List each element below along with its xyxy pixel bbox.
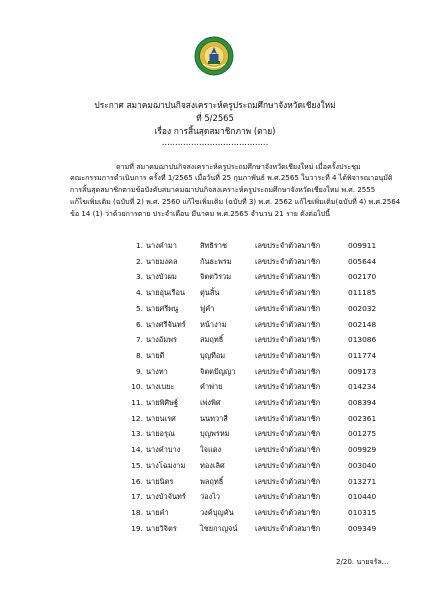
member-surname: พลฤทธิ์ bbox=[200, 476, 224, 486]
member-row bbox=[0, 335, 423, 350]
member-surname: บุญพรหม bbox=[200, 429, 230, 439]
member-row bbox=[0, 367, 423, 382]
member-name: นางโฉมงาม bbox=[146, 460, 186, 470]
member-id-label: เลขประจำตัวสมาชิก bbox=[255, 319, 321, 329]
member-name: นายศรีพนู bbox=[146, 303, 179, 313]
member-id-label: เลขประจำตัวสมาชิก bbox=[255, 350, 321, 360]
member-number: 11. bbox=[131, 398, 143, 407]
member-number: 8. bbox=[135, 350, 143, 360]
member-name: นายวิจิตร bbox=[146, 523, 177, 533]
body-paragraph-line: คณะกรรมการดำเนินการ ครั้งที่ 1/2565 เมื่อวันที่ 25 กุมภาพันธ์ พ.ศ.2565 ในวาระที่ 4 ได้พิจารณาอนุมัติ bbox=[70, 173, 393, 182]
member-row bbox=[0, 257, 423, 272]
member-surname: คำพ่าย bbox=[200, 382, 223, 392]
member-number: 4. bbox=[135, 288, 143, 298]
member-id: 011774 bbox=[348, 350, 377, 360]
announcement-number: ที่ 5/2565 bbox=[196, 113, 234, 123]
member-name: นายพิศิษฐ์ bbox=[146, 398, 179, 407]
member-id-label: เลขประจำตัวสมาชิก bbox=[255, 272, 321, 282]
member-name: นางบัวจันทร์ bbox=[146, 492, 186, 502]
association-seal-icon bbox=[194, 36, 234, 76]
member-surname: ใจแดง bbox=[200, 445, 222, 455]
member-id: 009911 bbox=[348, 241, 377, 250]
member-number: 1. bbox=[135, 241, 143, 250]
member-name: นางคำมา bbox=[146, 241, 177, 250]
member-surname: ฟูคำ bbox=[200, 303, 215, 313]
member-id: 009173 bbox=[348, 366, 377, 376]
member-id: 013271 bbox=[348, 476, 377, 486]
member-surname: จิตตปัญญา bbox=[200, 366, 236, 376]
member-id: 005644 bbox=[348, 256, 377, 266]
member-id-label: เลขประจำตัวสมาชิก bbox=[255, 288, 321, 298]
member-row bbox=[0, 414, 423, 429]
member-surname: ไชยกาญจน์ bbox=[200, 523, 238, 533]
member-number: 13. bbox=[131, 429, 143, 439]
member-id: 001275 bbox=[348, 429, 377, 439]
member-id: 002032 bbox=[348, 303, 377, 313]
member-id-label: เลขประจำตัวสมาชิก bbox=[255, 476, 321, 486]
member-number: 15. bbox=[131, 460, 143, 470]
member-number: 6. bbox=[135, 319, 143, 329]
member-name: นายดี bbox=[146, 350, 165, 360]
continuation-note: 2/20. นายจรัล... bbox=[336, 557, 389, 566]
member-surname: หน้างาม bbox=[200, 319, 227, 329]
member-number: 2. bbox=[135, 256, 143, 266]
member-row bbox=[0, 351, 423, 366]
member-number: 10. bbox=[131, 382, 143, 392]
member-row bbox=[0, 241, 423, 256]
member-name: นายอรุณ bbox=[146, 429, 175, 439]
member-surname: บุญทีอม bbox=[200, 350, 226, 360]
member-row bbox=[0, 508, 423, 523]
member-id: 003040 bbox=[348, 460, 377, 470]
member-name: นางบัวผม bbox=[146, 272, 177, 282]
body-paragraph-line: การสิ้นสุดสมาชิกตามข้อบังคับสมาคมฌาปนกิจสงเคราะห์ครูประถมศึกษาจังหวัดเชียงใหม่ พ.ศ. 2555 bbox=[70, 185, 376, 194]
member-id-label: เลขประจำตัวสมาชิก bbox=[255, 398, 321, 407]
member-id-label: เลขประจำตัวสมาชิก bbox=[255, 335, 321, 345]
member-id-label: เลขประจำตัวสมาชิก bbox=[255, 382, 321, 392]
dotted-separator: ........................................ bbox=[161, 137, 269, 147]
member-id: 002361 bbox=[348, 413, 377, 423]
member-number: 5. bbox=[135, 303, 143, 313]
body-paragraph-line: ข้อ 14 (1) ว่าด้วยการตาย ประจำเดือน มีนาคม พ.ศ.2565 จำนวน 21 ราย ดังต่อไปนี้ bbox=[70, 209, 331, 218]
member-row bbox=[0, 461, 423, 476]
member-row bbox=[0, 288, 423, 303]
member-id-label: เลขประจำตัวสมาชิก bbox=[255, 366, 321, 376]
member-number: 3. bbox=[135, 272, 143, 282]
member-id-label: เลขประจำตัวสมาชิก bbox=[255, 241, 321, 250]
member-surname: ตุ่นสิ้น bbox=[200, 288, 220, 298]
member-id: 009929 bbox=[348, 445, 377, 455]
member-id: 014234 bbox=[348, 382, 377, 392]
member-id-label: เลขประจำตัวสมาชิก bbox=[255, 492, 321, 502]
member-row bbox=[0, 272, 423, 287]
member-id-label: เลขประจำตัวสมาชิก bbox=[255, 507, 321, 517]
member-id-label: เลขประจำตัวสมาชิก bbox=[255, 429, 321, 439]
member-id: 008394 bbox=[348, 398, 377, 407]
member-row bbox=[0, 477, 423, 492]
member-id: 009349 bbox=[348, 523, 377, 533]
announcement-heading: ประกาศ สมาคมฌาปนกิจสงเคราะห์ครูประถมศึกษาจังหวัดเชียงใหม่ bbox=[94, 100, 336, 110]
member-name: นางคำบาง bbox=[146, 445, 181, 455]
member-id-label: เลขประจำตัวสมาชิก bbox=[255, 523, 321, 533]
member-name: นางเบยะ bbox=[146, 382, 175, 392]
member-number: 18. bbox=[131, 507, 143, 517]
member-row bbox=[0, 382, 423, 397]
member-row bbox=[0, 304, 423, 319]
member-surname: นนทวาสี bbox=[200, 413, 228, 423]
member-surname: ทองเลิศ bbox=[200, 460, 225, 470]
member-row bbox=[0, 429, 423, 444]
announcement-subject: เรื่อง การสิ้นสุดสมาชิกภาพ (ตาย) bbox=[154, 126, 276, 136]
member-name: นางทา bbox=[146, 366, 168, 376]
member-row bbox=[0, 320, 423, 335]
member-id: 002170 bbox=[348, 272, 377, 282]
member-id: 011185 bbox=[348, 288, 377, 298]
member-id: 002148 bbox=[348, 319, 377, 329]
member-name: นางอัมพร bbox=[146, 335, 177, 345]
member-number: 9. bbox=[135, 366, 143, 376]
member-id-label: เลขประจำตัวสมาชิก bbox=[255, 445, 321, 455]
member-row bbox=[0, 398, 423, 413]
member-surname: กันธะพรม bbox=[200, 256, 232, 266]
member-surname: สมฤทธิ์ bbox=[200, 335, 224, 345]
member-surname: ว่องไว bbox=[200, 492, 221, 502]
body-paragraph-line: แก้ไขเพิ่มเติม (ฉบับที่ 2) พ.ศ. 2560 แก้ไขเพิ่มเติม (ฉบับที่ 3) พ.ศ. 2562 แก้ไขเพิ่มเติม(ฉบับที่ 4) พ.ศ.2564 bbox=[70, 197, 401, 206]
member-row bbox=[0, 445, 423, 460]
member-surname: เพ่งพิศ bbox=[200, 398, 221, 407]
member-number: 19. bbox=[131, 523, 143, 533]
member-name: นายนเรศ bbox=[146, 413, 176, 423]
member-id: 010440 bbox=[348, 492, 377, 502]
member-id-label: เลขประจำตัวสมาชิก bbox=[255, 303, 321, 313]
member-id-label: เลขประจำตัวสมาชิก bbox=[255, 413, 321, 423]
member-name: นายอุ่นเรือน bbox=[146, 288, 186, 298]
member-number: 16. bbox=[131, 476, 143, 486]
member-number: 7. bbox=[135, 335, 143, 345]
member-number: 12. bbox=[131, 413, 143, 423]
member-surname: จิตตวิรวม bbox=[200, 272, 232, 282]
member-row bbox=[0, 492, 423, 507]
member-number: 14. bbox=[131, 445, 143, 455]
body-paragraph-line: ตามที่ สมาคมฌาปนกิจสงเคราะห์ครูประถมศึกษาจังหวัดเชียงใหม่ เมื่อครั้งประชุม bbox=[116, 162, 361, 171]
member-id-label: เลขประจำตัวสมาชิก bbox=[255, 460, 321, 470]
member-row bbox=[0, 524, 423, 539]
member-surname: สิทธิราช bbox=[200, 241, 228, 250]
member-name: นายมงคล bbox=[146, 256, 178, 266]
member-id: 013086 bbox=[348, 335, 377, 345]
member-name: นายคำ bbox=[146, 507, 169, 517]
member-id: 010315 bbox=[348, 507, 377, 517]
member-name: นางศรีจันทร์ bbox=[146, 319, 186, 329]
member-surname: วงค์บุญคัน bbox=[200, 507, 234, 517]
member-id-label: เลขประจำตัวสมาชิก bbox=[255, 256, 321, 266]
member-number: 17. bbox=[131, 492, 143, 502]
member-name: นายนิตร bbox=[146, 476, 174, 486]
